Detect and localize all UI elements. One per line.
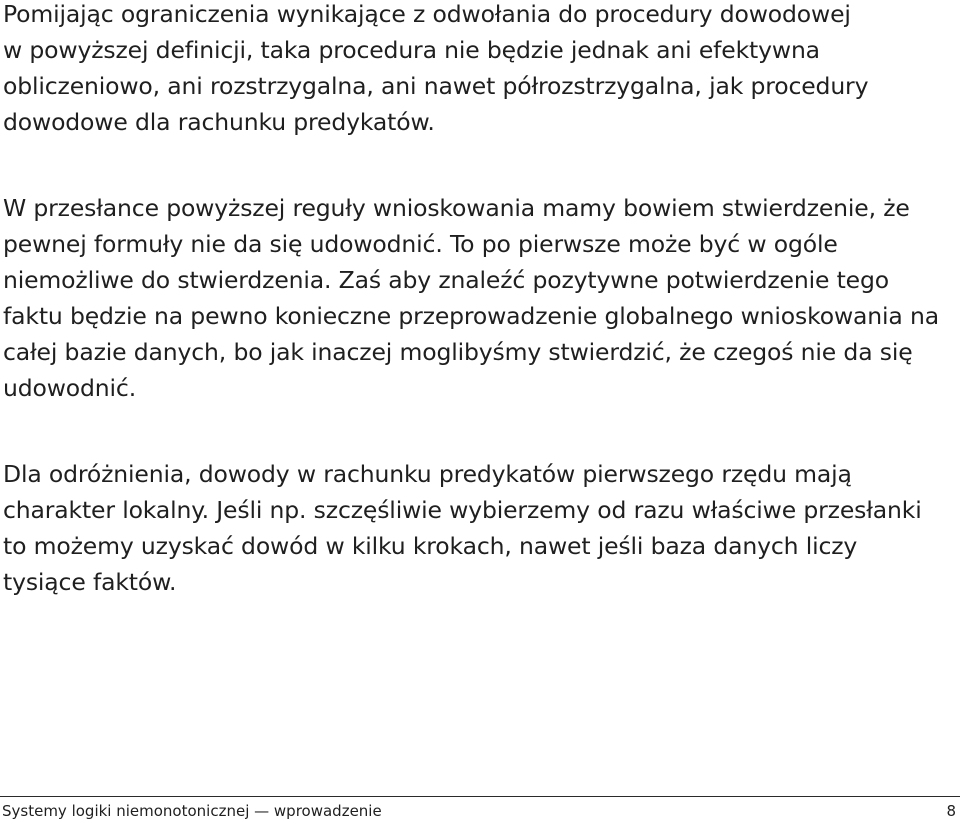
footer-divider [0,796,960,797]
text-line: W przesłance powyższej reguły wnioskowania mamy bowiem stwierdzenie, że [3,194,910,222]
text-line: obliczeniowo, ani rozstrzygalna, ani nawet półrozstrzygalna, jak procedury [3,72,869,100]
text-line: Pomijając ograniczenia wynikające z odwołania do procedury dowodowej [3,0,851,28]
text-line: faktu będzie na pewno konieczne przeprowadzenie globalnego wnioskowania na [3,302,939,330]
text-line: całej bazie danych, bo jak inaczej moglibyśmy stwierdzić, że czegoś nie da się [3,338,913,366]
text-line: udowodnić. [3,374,137,402]
page-number: 8 [946,802,956,820]
text-line: w powyższej definicji, taka procedura nie będzie jednak ani efektywna [3,36,820,64]
text-line: Dla odróżnienia, dowody w rachunku predykatów pierwszego rzędu mają [3,460,852,488]
text-line: dowodowe dla rachunku predykatów. [3,108,435,136]
text-line: niemożliwe do stwierdzenia. Zaś aby znaleźć pozytywne potwierdzenie tego [3,266,889,294]
text-line: pewnej formuły nie da się udowodnić. To po pierwsze może być w ogóle [3,230,838,258]
text-line: to możemy uzyskać dowód w kilku krokach, nawet jeśli baza danych liczy [3,532,858,560]
text-line: charakter lokalny. Jeśli np. szczęśliwie wybierzemy od razu właściwe przesłanki [3,496,922,524]
footer-title: Systemy logiki niemonotonicznej — wprowadzenie [2,802,382,820]
text-line: tysiące faktów. [3,568,177,596]
